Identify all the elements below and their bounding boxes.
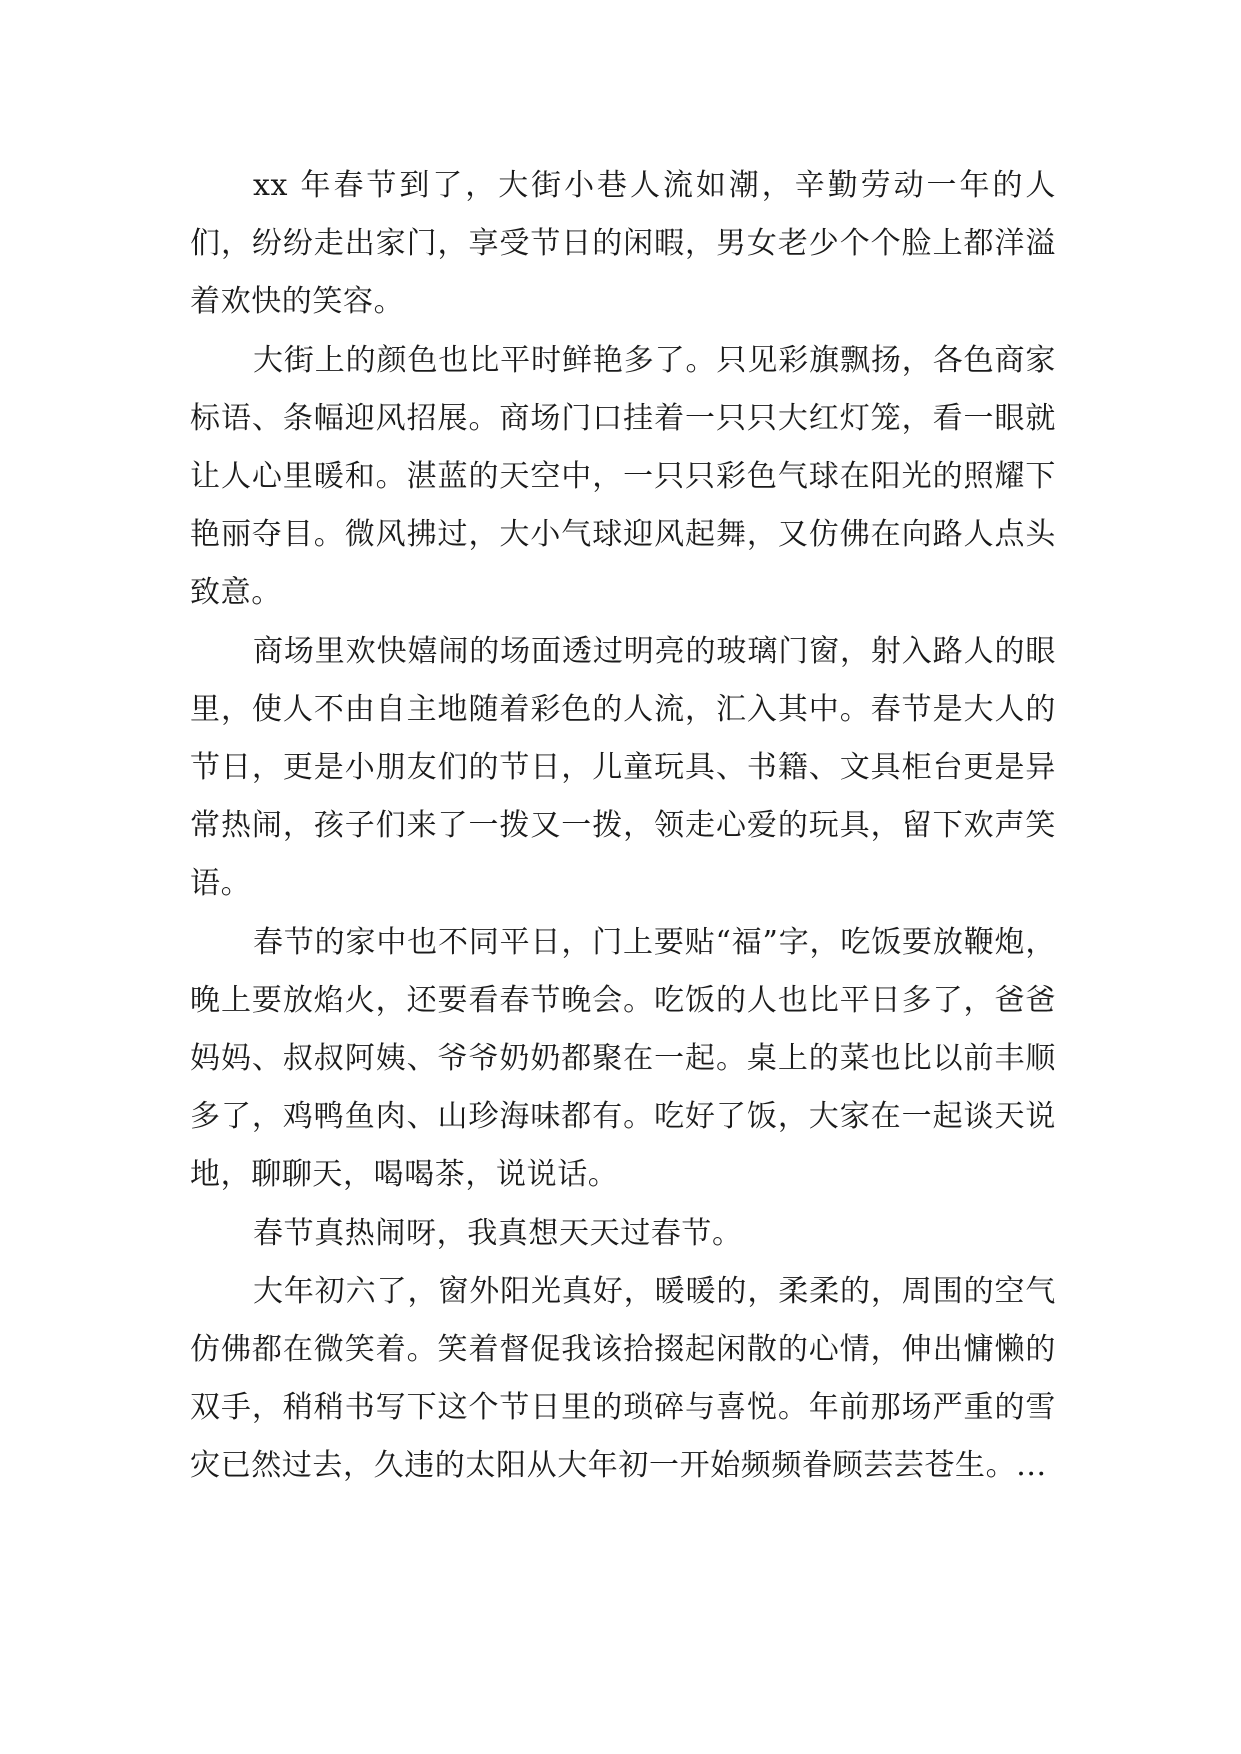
paragraph-4: 春节的家中也不同平日，门上要贴“福”字，吃饭要放鞭炮，晚上要放焰火，还要看春节晚会。吃饭的人也比平日多了，爸爸妈妈、叔叔阿姨、爷爷奶奶都聚在一起。桌上的菜也比以前丰顺多了，鸡鸭鱼肉、山珍海味都有。吃好了饭，大家在一起谈天说地，聊聊天，喝喝茶，说说话。 bbox=[190, 924, 1056, 1193]
paragraph-3: 商场里欢快嬉闹的场面透过明亮的玻璃门窗，射入路人的眼里，使人不由自主地随着彩色的人流，汇入其中。春节是大人的节日，更是小朋友们的节日，儿童玩具、书籍、文具柜台更是异常热闹，孩子们来了一拨又一拨，领走心爱的玩具，留下欢声笑语。 bbox=[190, 633, 1056, 902]
document-body bbox=[190, 157, 1056, 1496]
paragraph-5: 春节真热闹呀，我真想天天过春节。 bbox=[253, 1215, 743, 1251]
paragraph-1: xx 年春节到了，大街小巷人流如潮，辛勤劳动一年的人们，纷纷走出家门，享受节日的闲暇，男女老少个个脸上都洋溢着欢快的笑容。 bbox=[190, 168, 1056, 320]
paragraph-6: 大年初六了，窗外阳光真好，暖暖的，柔柔的，周围的空气仿佛都在微笑着。笑着督促我该拾掇起闲散的心情，伸出慵懒的双手，稍稍书写下这个节日里的琐碎与喜悦。年前那场严重的雪灾已然过去，久违的太阳从大年初一开始频频眷顾芸芸苍生。... bbox=[190, 1273, 1056, 1484]
paragraph-2: 大街上的颜色也比平时鲜艳多了。只见彩旗飘扬，各色商家标语、条幅迎风招展。商场门口挂着一只只大红灯笼，看一眼就让人心里暖和。湛蓝的天空中，一只只彩色气球在阳光的照耀下艳丽夺目。微风拂过，大小气球迎风起舞，又仿佛在向路人点头致意。 bbox=[190, 342, 1056, 611]
